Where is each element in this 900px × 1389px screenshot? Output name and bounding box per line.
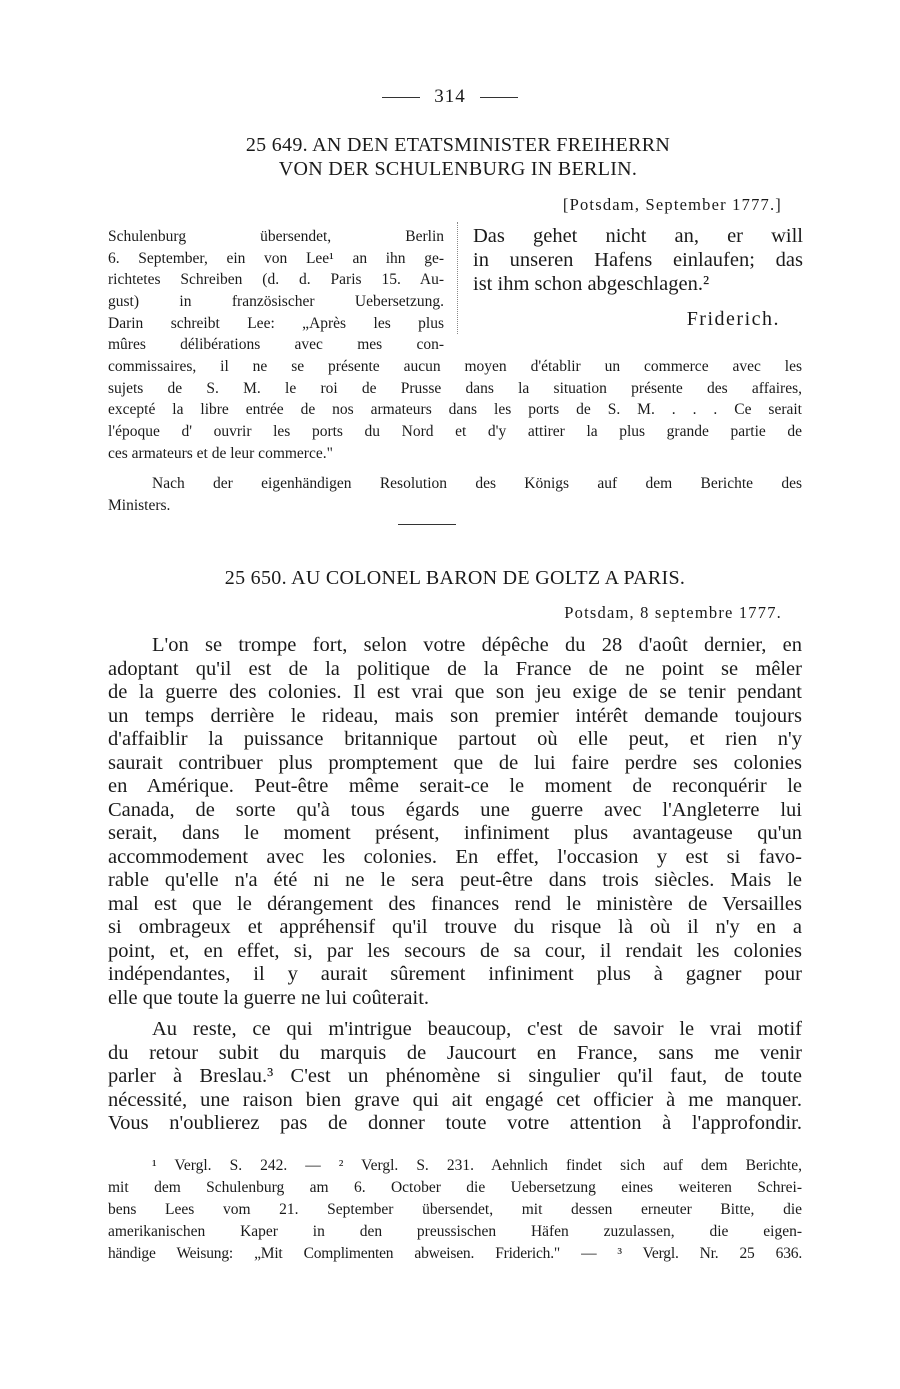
- footnote-line: bens Lees vom 21. September übersendet, mit dessen erneuter Bitte, die: [108, 1201, 802, 1218]
- body-line: d'affaiblir la puissance britannique partout où elle peut, et rien n'y: [108, 728, 802, 750]
- body-line: de la guerre des colonies. Il est vrai que son jeu exige de se tenir pendant: [108, 681, 802, 703]
- body-line: rable qu'elle n'a été ni ne le sera peut-être dans trois siècles. Mais le: [108, 869, 802, 891]
- body-line: mal est que le dérangement des finances rend le ministère de Versailles: [108, 892, 802, 915]
- letter1-resolution-column: [473, 224, 803, 296]
- source-line: Nach der eigenhändigen Resolution des Königs auf dem Berichte des: [152, 475, 802, 492]
- summary-line: 6. September, ein von Lee¹ an ihn ge-: [108, 249, 444, 267]
- letter2-date: Potsdam, 8 septembre 1777.: [564, 603, 782, 622]
- summary-line: Darin schreibt Lee: „Après les plus: [108, 314, 444, 332]
- page-number-dash-right: [480, 97, 518, 98]
- body-line: saurait contribuer plus promptement que de lui faire perdre ses colonies: [108, 751, 802, 774]
- body-line: parler à Breslau.³ C'est un phénomène si singulier qu'il faut, de toute: [108, 1065, 802, 1087]
- body-line: accommodement avec les colonies. En effet, l'occasion y est si favo-: [108, 845, 802, 868]
- body-line: si ombrageux et appréhensif qu'il trouve du risque là où il n'y en a: [108, 916, 802, 938]
- letter1-summary-column: [108, 226, 444, 356]
- column-separator: [457, 222, 458, 334]
- summary-line: richtetes Schreiben (d. d. Paris 15. Au-: [108, 271, 444, 289]
- body-line: Au reste, ce qui m'intrigue beaucoup, c'est de savoir le vrai motif: [152, 1018, 802, 1040]
- body-line: serait, dans le moment présent, infiniment plus avantageuse qu'un: [108, 822, 802, 844]
- body-line: en Amérique. Peut-être même serait-ce le moment de reconquérir le: [108, 775, 802, 797]
- source-line: Ministers.: [108, 496, 171, 514]
- body-line: Canada, de sorte qu'à tous égards une guerre avec l'Angleterre lui: [108, 798, 802, 821]
- footnote-line: händige Weisung: „Mit Complimenten abweisen. Friderich." — ³ Vergl. Nr. 25 636.: [108, 1245, 802, 1262]
- body-line: point, et, en effet, si, par les secours de sa cour, il rendait les colonies: [108, 939, 802, 962]
- letter1-source-note: [108, 473, 802, 516]
- body-line: elle que toute la guerre ne lui coûterait.: [108, 986, 430, 1009]
- footnotes: [108, 1155, 802, 1265]
- summary-line: gust) in französischer Uebersetzung.: [108, 293, 444, 311]
- summary-line: mûres délibérations avec mes con-: [108, 336, 444, 354]
- letter1-summary-continued: [108, 356, 802, 464]
- footnote-line: mit dem Schulenburg am 6. October die Uebersetzung eines weiteren Schrei-: [108, 1179, 802, 1196]
- letter1-date: [Potsdam, September 1777.]: [562, 195, 782, 214]
- section-divider: [398, 524, 456, 525]
- resolution-line: ist ihm schon abgeschlagen.²: [473, 273, 710, 295]
- letter1-heading-line2: VON DER SCHULENBURG IN BERLIN.: [278, 158, 638, 180]
- body-line: adoptant qu'il est de la politique de la France de ne point se mêler: [108, 657, 802, 680]
- resolution-line: Das gehet nicht an, er will: [473, 225, 803, 247]
- body-line: L'on se trompe fort, selon votre dépêche du 28 d'août dernier, en: [152, 634, 802, 656]
- body-line: Vous n'oublierez pas de donner toute votre attention à l'approfondir.: [108, 1112, 802, 1134]
- summary-line: commissaires, il ne se présente aucun moyen d'établir un commerce avec les: [108, 358, 802, 375]
- summary-line: Schulenburg übersendet, Berlin: [108, 228, 444, 245]
- page-number: 314: [0, 86, 900, 108]
- body-line: du retour subit du marquis de Jaucourt en France, sans me venir: [108, 1041, 802, 1064]
- footnote-line: amerikanischen Kaper in den preussischen Häfen zuzulassen, die eigen-: [108, 1223, 802, 1240]
- letter1-signature: Friderich.: [686, 308, 780, 330]
- summary-line: ces armateurs et de leur commerce.": [108, 444, 333, 462]
- resolution-line: in unseren Hafens einlaufen; das: [473, 249, 803, 271]
- footnote-line: ¹ Vergl. S. 242. — ² Vergl. S. 231. Aehnlich findet sich auf dem Berichte,: [152, 1157, 802, 1174]
- letter1-heading-line1: 25 649. AN DEN ETATSMINISTER FREIHERRN: [245, 134, 671, 156]
- body-line: un temps derrière le rideau, mais son premier intérêt demande toujours: [108, 704, 802, 727]
- letter2-paragraph-1: [108, 634, 802, 1010]
- summary-line: excepté la libre entrée de nos armateurs dans les ports de S. M. . . . Ce serait: [108, 401, 802, 419]
- summary-line: sujets de S. M. le roi de Prusse dans la situation présente des affaires,: [108, 379, 802, 397]
- body-line: nécessité, une raison bien grave qui ait engagé cet officier à me manquer.: [108, 1088, 802, 1111]
- summary-line: l'époque d' ouvrir les ports du Nord et d'y attirer la plus grande partie de: [108, 423, 802, 441]
- letter2-heading: 25 650. AU COLONEL BARON DE GOLTZ A PARIS.: [224, 567, 686, 589]
- page-number-dash-left: [382, 97, 420, 98]
- body-line: indépendantes, il y aurait sûrement infiniment plus à gagner pour: [108, 963, 802, 985]
- letter2-paragraph-2: [108, 1018, 802, 1136]
